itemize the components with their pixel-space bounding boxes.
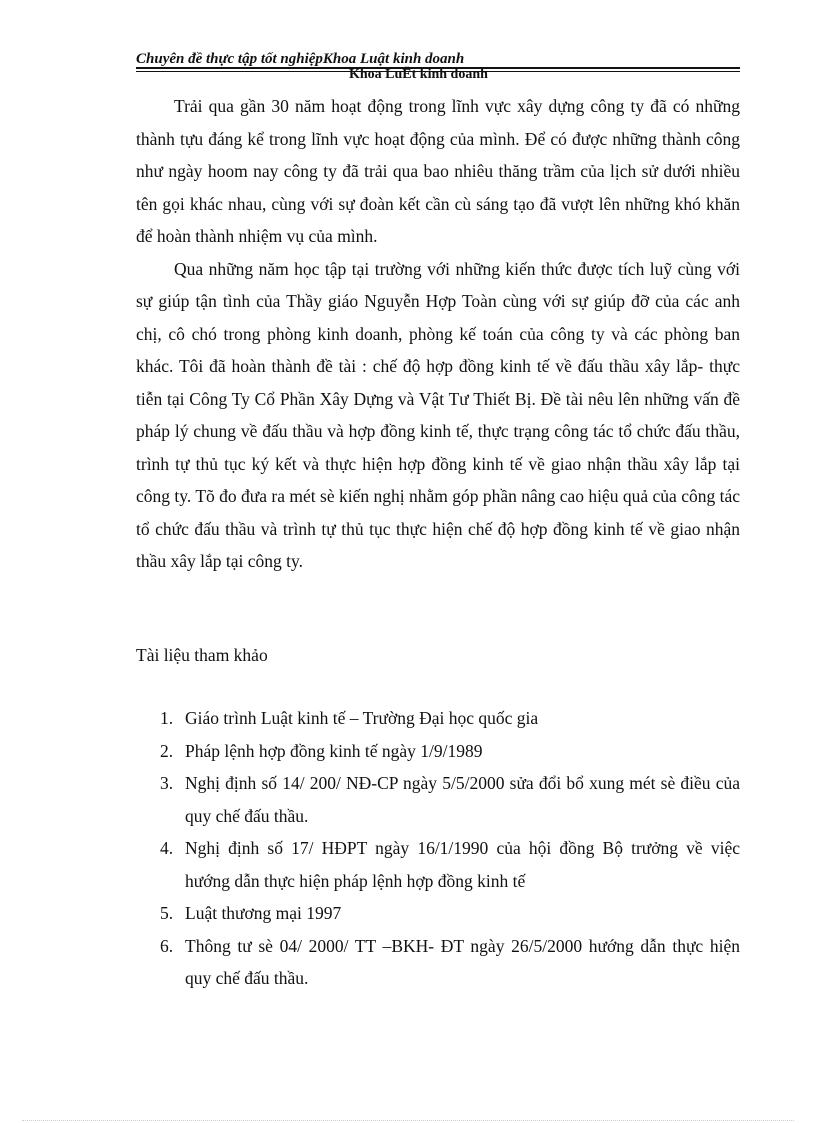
reference-number: 4. <box>160 838 174 858</box>
paragraph-2: Qua những năm học tập tại trường với những kiến thức được tích luỹ cùng với sự giúp tận tình của Thầy giáo Nguyễn Hợp Toàn cùng với sự giúp đỡ của các anh chị, cô chó trong phòng kinh doanh, phòng kế toán của công ty và các phòng ban khác. Tôi đã hoàn thành đề tài : chế độ hợp đồng kinh tế về đấu thầu xây lắp- thực tiễn tại Công Ty Cổ Phần Xây Dựng và Vật Tư Thiết Bị. Đề tài nêu lên những vấn đề pháp lý chung về đấu thầu và hợp đồng kinh tế, thực trạng công tác tổ chức đấu thầu, trình tự thủ tục ký kết và thực hiện hợp đồng kinh tế về giao nhận thầu xây lắp tại công ty. Tõ đo đưa ra mét sè kiến nghị nhằm góp phần nâng cao hiệu quả của công tác tổ chức đấu thầu và trình tự thủ tục thực hiện chế độ hợp đồng kinh tế về giao nhận thầu xây lắp tại công ty. <box>136 258 740 571</box>
reference-item <box>136 702 740 735</box>
reference-item <box>136 735 740 768</box>
reference-number: 3. <box>160 773 174 793</box>
reference-item <box>136 767 740 832</box>
page-header <box>136 50 740 82</box>
header-title: Chuyên đề thực tập tốt nghiệpKhoa Luật kinh doanh <box>136 51 465 67</box>
reference-item <box>136 897 740 930</box>
references-title: Tài liệu tham khảo <box>136 645 268 665</box>
reference-text: Pháp lệnh hợp đồng kinh tế ngày 1/9/1989 <box>185 740 483 761</box>
reference-text: Nghị định số 14/ 200/ NĐ-CP ngày 5/5/2000 sửa đổi bổ xung mét sè điều của quy chế đấu thầu. <box>185 773 740 826</box>
reference-text: Nghị định số 17/ HĐPT ngày 16/1/1990 của hội đồng Bộ trưởng về việc hướng dẫn thực hiện pháp lệnh hợp đồng kinh tế <box>185 838 740 891</box>
reference-number: 2. <box>160 740 174 761</box>
page-bottom-divider <box>22 1120 794 1121</box>
reference-item <box>136 930 740 995</box>
reference-item <box>136 832 740 897</box>
header-subtitle: Khoa LuËt kinh doanh <box>349 67 488 82</box>
reference-number: 6. <box>160 935 174 956</box>
reference-text: Thông tư sè 04/ 2000/ TT –BKH- ĐT ngày 26/5/2000 hướng dẫn thực hiện quy chế đấu thầu. <box>185 935 740 988</box>
reference-number: 1. <box>160 708 174 728</box>
reference-number: 5. <box>160 903 174 923</box>
reference-text: Luật thương mại 1997 <box>185 903 342 923</box>
reference-text: Giáo trình Luật kinh tế – Trường Đại học quốc gia <box>185 708 539 728</box>
references-list <box>136 702 740 995</box>
paragraph-1: Trải qua gần 30 năm hoạt động trong lĩnh vực xây dựng công ty đã có những thành tựu đáng kể trong lĩnh vực hoạt động của mình. Để có được những thành công như ngày hoom nay công ty đã trải qua bao nhiêu thăng trầm của lịch sử dưới nhiều tên gọi khác nhau, cùng với sự đoàn kết cần cù sáng tạo đã vượt lên những khó khăn để hoàn thành nhiệm vụ của mình. <box>136 96 740 246</box>
body-text <box>136 90 740 578</box>
